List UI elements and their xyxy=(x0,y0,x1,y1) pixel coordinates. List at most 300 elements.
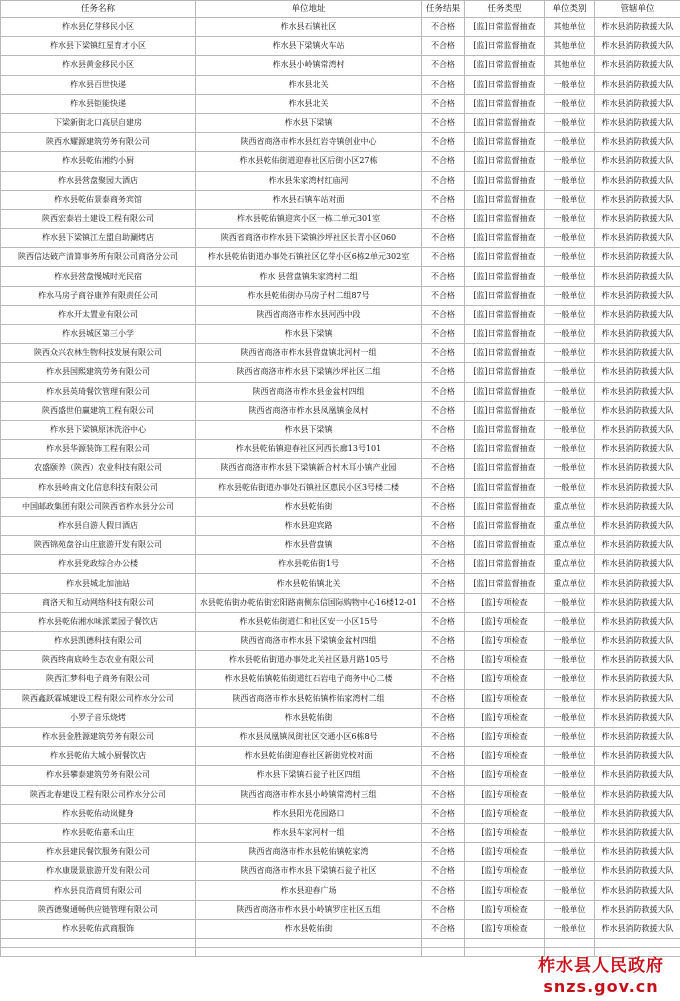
cell-address: 柞水县乾佑街道迎春社区后街小区27栋 xyxy=(196,152,422,171)
cell-task-type: [监]日常监督抽查 xyxy=(465,152,545,171)
cell-jurisdiction: 柞水县消防救援大队 xyxy=(595,536,680,555)
header-address: 单位地址 xyxy=(196,1,422,18)
cell-jurisdiction: 柞水县消防救援大队 xyxy=(595,727,680,746)
cell-jurisdiction: 柞水县消防救援大队 xyxy=(595,229,680,248)
cell-result: 不合格 xyxy=(422,305,465,324)
cell-jurisdiction: 柞水县消防救援大队 xyxy=(595,420,680,439)
cell-jurisdiction: 柞水县消防救援大队 xyxy=(595,919,680,938)
cell-task-name: 小罗子音乐烧烤 xyxy=(1,708,196,727)
cell-result: 不合格 xyxy=(422,612,465,631)
cell-result: 不合格 xyxy=(422,420,465,439)
cell-task-type: [监]日常监督抽查 xyxy=(465,401,545,420)
cell-result: 不合格 xyxy=(422,325,465,344)
table-row xyxy=(1,478,680,497)
cell-result: 不合格 xyxy=(422,516,465,535)
cell-address: 柞水县迎春广场 xyxy=(196,881,422,900)
cell-jurisdiction: 柞水县消防救援大队 xyxy=(595,651,680,670)
cell-unit-category: 其他单位 xyxy=(545,56,595,75)
cell-result: 不合格 xyxy=(422,113,465,132)
table-row xyxy=(1,919,680,938)
table-row xyxy=(1,804,680,823)
table-row xyxy=(1,133,680,152)
cell-jurisdiction: 柞水县消防救援大队 xyxy=(595,785,680,804)
cell-task-type: [监]专项检查 xyxy=(465,708,545,727)
cell-task-type: [监]日常监督抽查 xyxy=(465,516,545,535)
cell-task-name: 柞水县自游人假日酒店 xyxy=(1,516,196,535)
empty-cell xyxy=(1,939,196,948)
cell-task-type: [监]日常监督抽查 xyxy=(465,133,545,152)
cell-result: 不合格 xyxy=(422,344,465,363)
table-row xyxy=(1,94,680,113)
cell-task-type: [监]日常监督抽查 xyxy=(465,229,545,248)
cell-task-name: 陕西锦苑盘谷山庄旅游开发有限公司 xyxy=(1,536,196,555)
table-row xyxy=(1,766,680,785)
header-result: 任务结果 xyxy=(422,1,465,18)
table-row xyxy=(1,900,680,919)
table-row xyxy=(1,689,680,708)
cell-address: 陕西省商洛市柞水县河西中段 xyxy=(196,305,422,324)
cell-unit-category: 一般单位 xyxy=(545,804,595,823)
cell-task-name: 商洛天和互动网络科技有限公司 xyxy=(1,593,196,612)
cell-result: 不合格 xyxy=(422,37,465,56)
cell-result: 不合格 xyxy=(422,727,465,746)
table-row xyxy=(1,75,680,94)
cell-unit-category: 重点单位 xyxy=(545,516,595,535)
cell-unit-category: 一般单位 xyxy=(545,593,595,612)
cell-task-name: 柞水县下梁镇原沐洗浴中心 xyxy=(1,420,196,439)
cell-address: 陕西省商洛市柞水县乾佑镇乾家湾 xyxy=(196,843,422,862)
cell-result: 不合格 xyxy=(422,823,465,842)
cell-address: 柞水县北关 xyxy=(196,94,422,113)
cell-result: 不合格 xyxy=(422,478,465,497)
cell-address: 陕西省商洛市柞水县下梁镇沙坪社区长青小区060 xyxy=(196,229,422,248)
cell-unit-category: 一般单位 xyxy=(545,325,595,344)
empty-cell xyxy=(545,939,595,948)
cell-task-type: [监]日常监督抽查 xyxy=(465,363,545,382)
cell-address: 柞水县朱家湾村红庙河 xyxy=(196,171,422,190)
cell-jurisdiction: 柞水县消防救援大队 xyxy=(595,574,680,593)
cell-address: 陕西省商洛市柞水县乾佑镇柞佑家湾村二组 xyxy=(196,689,422,708)
cell-task-type: [监]日常监督抽查 xyxy=(465,305,545,324)
cell-result: 不合格 xyxy=(422,651,465,670)
cell-unit-category: 重点单位 xyxy=(545,555,595,574)
cell-jurisdiction: 柞水县消防救援大队 xyxy=(595,440,680,459)
cell-address: 柞水县乾佑街1号 xyxy=(196,555,422,574)
cell-task-type: [监]日常监督抽查 xyxy=(465,113,545,132)
cell-task-type: [监]日常监督抽查 xyxy=(465,382,545,401)
table-row xyxy=(1,651,680,670)
cell-address: 陕西省商洛市柞水县小岭镇常湾村三组 xyxy=(196,785,422,804)
cell-jurisdiction: 柞水县消防救援大队 xyxy=(595,382,680,401)
cell-result: 不合格 xyxy=(422,75,465,94)
cell-address: 陕西省商洛市柞水县下梁镇石瓮子社区 xyxy=(196,862,422,881)
table-row xyxy=(1,248,680,267)
cell-address: 柞水县北关 xyxy=(196,75,422,94)
cell-task-name: 柞水县英琦餐饮管理有限公司 xyxy=(1,382,196,401)
table-row xyxy=(1,727,680,746)
cell-jurisdiction: 柞水县消防救援大队 xyxy=(595,286,680,305)
cell-unit-category: 一般单位 xyxy=(545,708,595,727)
cell-unit-category: 一般单位 xyxy=(545,363,595,382)
cell-task-type: [监]日常监督抽查 xyxy=(465,18,545,37)
cell-task-name: 柞水县乾佑动岚健身 xyxy=(1,804,196,823)
cell-task-type: [监]专项检查 xyxy=(465,881,545,900)
cell-unit-category: 一般单位 xyxy=(545,382,595,401)
cell-task-name: 柞水县金胜源建筑劳务有限公司 xyxy=(1,727,196,746)
cell-jurisdiction: 柞水县消防救援大队 xyxy=(595,267,680,286)
cell-task-name: 柞水县下梁镇江左盟自助涮烤店 xyxy=(1,229,196,248)
table-row xyxy=(1,420,680,439)
table-body xyxy=(1,18,680,957)
cell-result: 不合格 xyxy=(422,133,465,152)
cell-result: 不合格 xyxy=(422,152,465,171)
cell-task-name: 柞水县建民餐饮服务有限公司 xyxy=(1,843,196,862)
cell-unit-category: 一般单位 xyxy=(545,190,595,209)
cell-address: 柞水县阳光花园路口 xyxy=(196,804,422,823)
header-task-type: 任务类型 xyxy=(465,1,545,18)
cell-result: 不合格 xyxy=(422,708,465,727)
table-row xyxy=(1,113,680,132)
cell-jurisdiction: 柞水县消防救援大队 xyxy=(595,670,680,689)
cell-result: 不合格 xyxy=(422,785,465,804)
cell-address: 柞水县下梁镇 xyxy=(196,113,422,132)
cell-address: 柞水县乾佑街道办事处北关社区悬月路105号 xyxy=(196,651,422,670)
cell-task-type: [监]日常监督抽查 xyxy=(465,171,545,190)
empty-cell xyxy=(465,939,545,948)
cell-unit-category: 一般单位 xyxy=(545,401,595,420)
cell-address: 柞水县下梁镇石瓮子社区四组 xyxy=(196,766,422,785)
cell-unit-category: 一般单位 xyxy=(545,843,595,862)
cell-jurisdiction: 柞水县消防救援大队 xyxy=(595,18,680,37)
cell-address: 柞水县乾佑镇乾佑街道红石岩电子商务中心二楼 xyxy=(196,670,422,689)
cell-result: 不合格 xyxy=(422,363,465,382)
cell-jurisdiction: 柞水县消防救援大队 xyxy=(595,593,680,612)
cell-unit-category: 一般单位 xyxy=(545,229,595,248)
table-row xyxy=(1,823,680,842)
cell-task-type: [监]日常监督抽查 xyxy=(465,37,545,56)
cell-task-type: [监]日常监督抽查 xyxy=(465,555,545,574)
cell-result: 不合格 xyxy=(422,382,465,401)
empty-cell xyxy=(422,939,465,948)
cell-address: 柞水县乾佑镇迎宾小区一栋二单元301室 xyxy=(196,209,422,228)
cell-task-name: 柞水开太置业有限公司 xyxy=(1,305,196,324)
cell-address: 柞水县营盘镇 xyxy=(196,536,422,555)
table-row xyxy=(1,229,680,248)
cell-address: 柞水县凤凰镇凤街社区交通小区6栋8号 xyxy=(196,727,422,746)
cell-unit-category: 一般单位 xyxy=(545,94,595,113)
table-row xyxy=(1,56,680,75)
cell-task-name: 柞水县钜能快递 xyxy=(1,94,196,113)
cell-task-type: [监]日常监督抽查 xyxy=(465,56,545,75)
cell-result: 不合格 xyxy=(422,536,465,555)
cell-address: 陕西省商洛市柞水县小岭镇罗庄社区五组 xyxy=(196,900,422,919)
header-task-name: 任务名称 xyxy=(1,1,196,18)
table-row xyxy=(1,18,680,37)
table-row xyxy=(1,536,680,555)
cell-jurisdiction: 柞水县消防救援大队 xyxy=(595,75,680,94)
cell-task-type: [监]专项检查 xyxy=(465,785,545,804)
table-row xyxy=(1,305,680,324)
cell-task-name: 柞水县乾佑湘约小厨 xyxy=(1,152,196,171)
cell-task-type: [监]日常监督抽查 xyxy=(465,267,545,286)
cell-unit-category: 一般单位 xyxy=(545,900,595,919)
cell-task-name: 柞水县城北加油站 xyxy=(1,574,196,593)
cell-address: 柞水县乾佑街 xyxy=(196,497,422,516)
table-row xyxy=(1,190,680,209)
cell-jurisdiction: 柞水县消防救援大队 xyxy=(595,478,680,497)
table-row xyxy=(1,286,680,305)
cell-task-name: 下梁新街北口高层自建房 xyxy=(1,113,196,132)
cell-address: 水县乾佑街办乾佑街宏阳路南侧东信国际购物中心16楼12-01 xyxy=(196,593,422,612)
cell-unit-category: 一般单位 xyxy=(545,152,595,171)
cell-jurisdiction: 柞水县消防救援大队 xyxy=(595,516,680,535)
cell-task-type: [监]日常监督抽查 xyxy=(465,248,545,267)
cell-task-type: [监]专项检查 xyxy=(465,651,545,670)
cell-unit-category: 一般单位 xyxy=(545,632,595,651)
cell-unit-category: 重点单位 xyxy=(545,574,595,593)
table-row xyxy=(1,267,680,286)
cell-jurisdiction: 柞水县消防救援大队 xyxy=(595,152,680,171)
watermark xyxy=(526,955,676,997)
cell-unit-category: 一般单位 xyxy=(545,286,595,305)
cell-address: 柞水县石镇社区 xyxy=(196,18,422,37)
cell-task-name: 陕西信达破产清算事务所有限公司商洛分公司 xyxy=(1,248,196,267)
cell-task-type: [监]日常监督抽查 xyxy=(465,497,545,516)
cell-task-type: [监]专项检查 xyxy=(465,766,545,785)
cell-task-type: [监]专项检查 xyxy=(465,823,545,842)
cell-task-name: 陕西德聚通畅供应链管理有限公司 xyxy=(1,900,196,919)
cell-jurisdiction: 柞水县消防救援大队 xyxy=(595,555,680,574)
cell-task-name: 柞水县华源装饰工程有限公司 xyxy=(1,440,196,459)
table-row xyxy=(1,862,680,881)
cell-task-type: [监]日常监督抽查 xyxy=(465,459,545,478)
cell-jurisdiction: 柞水县消防救援大队 xyxy=(595,171,680,190)
cell-task-type: [监]专项检查 xyxy=(465,689,545,708)
cell-task-type: [监]日常监督抽查 xyxy=(465,420,545,439)
cell-unit-category: 其他单位 xyxy=(545,18,595,37)
cell-result: 不合格 xyxy=(422,900,465,919)
cell-task-name: 柞水县乾佑武商服饰 xyxy=(1,919,196,938)
table-row xyxy=(1,555,680,574)
table-row xyxy=(1,593,680,612)
cell-task-name: 陕西宏泰岩土建设工程有限公司 xyxy=(1,209,196,228)
cell-task-type: [监]日常监督抽查 xyxy=(465,344,545,363)
table-row xyxy=(1,440,680,459)
table-row xyxy=(1,612,680,631)
cell-address: 柞水县车家河村一组 xyxy=(196,823,422,842)
cell-unit-category: 一般单位 xyxy=(545,420,595,439)
cell-jurisdiction: 柞水县消防救援大队 xyxy=(595,190,680,209)
cell-jurisdiction: 柞水县消防救援大队 xyxy=(595,804,680,823)
empty-cell xyxy=(1,948,196,957)
cell-address: 柞水县石镇车站对面 xyxy=(196,190,422,209)
table-row xyxy=(1,363,680,382)
empty-cell xyxy=(422,948,465,957)
table-row xyxy=(1,708,680,727)
cell-result: 不合格 xyxy=(422,229,465,248)
cell-task-name: 陕西终南底岭生态农业有限公司 xyxy=(1,651,196,670)
cell-unit-category: 一般单位 xyxy=(545,766,595,785)
cell-address: 柞水县乾佑街道办事处石镇社区惠民小区3号楼二楼 xyxy=(196,478,422,497)
cell-jurisdiction: 柞水县消防救援大队 xyxy=(595,708,680,727)
watermark-site-name: 柞水县人民政府 xyxy=(538,956,664,976)
cell-unit-category: 重点单位 xyxy=(545,536,595,555)
cell-result: 不合格 xyxy=(422,459,465,478)
cell-jurisdiction: 柞水县消防救援大队 xyxy=(595,363,680,382)
table-row xyxy=(1,37,680,56)
cell-result: 不合格 xyxy=(422,497,465,516)
table-row xyxy=(1,171,680,190)
cell-unit-category: 一般单位 xyxy=(545,689,595,708)
empty-cell xyxy=(196,948,422,957)
cell-result: 不合格 xyxy=(422,267,465,286)
cell-address: 陕西省商洛市柞水县下梁镇沙坪社区二组 xyxy=(196,363,422,382)
header-jurisdiction: 管辖单位 xyxy=(595,1,680,18)
table-row xyxy=(1,152,680,171)
table-row xyxy=(1,747,680,766)
cell-task-name: 陕西盛世伯赢建筑工程有限公司 xyxy=(1,401,196,420)
cell-task-type: [监]日常监督抽查 xyxy=(465,536,545,555)
cell-unit-category: 一般单位 xyxy=(545,919,595,938)
cell-jurisdiction: 柞水县消防救援大队 xyxy=(595,823,680,842)
table-row xyxy=(1,516,680,535)
cell-task-name: 柞水县乾佑大城小厨餐饮店 xyxy=(1,747,196,766)
cell-task-name: 柞水县党政综合办公楼 xyxy=(1,555,196,574)
cell-unit-category: 一般单位 xyxy=(545,75,595,94)
cell-task-type: [监]专项检查 xyxy=(465,804,545,823)
cell-result: 不合格 xyxy=(422,56,465,75)
cell-task-name: 柞水县岭南文化信息科技有限公司 xyxy=(1,478,196,497)
cell-task-name: 柞水县乾佑嘉禾山庄 xyxy=(1,823,196,842)
cell-unit-category: 一般单位 xyxy=(545,171,595,190)
cell-result: 不合格 xyxy=(422,94,465,113)
cell-address: 柞水县乾佑街办马房子村二组87号 xyxy=(196,286,422,305)
empty-row xyxy=(1,939,680,948)
cell-task-name: 柞水县乾佑湘水味派菜园子餐饮店 xyxy=(1,612,196,631)
cell-task-name: 柞水县凯德科技有限公司 xyxy=(1,632,196,651)
cell-task-type: [监]专项检查 xyxy=(465,670,545,689)
cell-result: 不合格 xyxy=(422,862,465,881)
cell-unit-category: 一般单位 xyxy=(545,133,595,152)
cell-task-type: [监]专项检查 xyxy=(465,632,545,651)
cell-result: 不合格 xyxy=(422,171,465,190)
cell-result: 不合格 xyxy=(422,209,465,228)
table-row xyxy=(1,843,680,862)
cell-unit-category: 一般单位 xyxy=(545,881,595,900)
cell-task-name: 柞水县百世快递 xyxy=(1,75,196,94)
cell-unit-category: 一般单位 xyxy=(545,440,595,459)
cell-task-name: 柞水县营盘聚园大酒店 xyxy=(1,171,196,190)
cell-jurisdiction: 柞水县消防救援大队 xyxy=(595,900,680,919)
cell-unit-category: 重点单位 xyxy=(545,497,595,516)
cell-address: 柞水县迎宾路 xyxy=(196,516,422,535)
cell-address: 陕西省商洛市柞水县下梁镇金盆村四组 xyxy=(196,632,422,651)
cell-task-name: 柞水县攀泰建筑劳务有限公司 xyxy=(1,766,196,785)
cell-unit-category: 一般单位 xyxy=(545,785,595,804)
cell-task-type: [监]专项检查 xyxy=(465,919,545,938)
cell-unit-category: 一般单位 xyxy=(545,823,595,842)
cell-address: 柞水县乾佑街道仁和社区安一小区15号 xyxy=(196,612,422,631)
cell-task-type: [监]日常监督抽查 xyxy=(465,286,545,305)
cell-unit-category: 其他单位 xyxy=(545,37,595,56)
cell-result: 不合格 xyxy=(422,190,465,209)
cell-jurisdiction: 柞水县消防救援大队 xyxy=(595,843,680,862)
cell-unit-category: 一般单位 xyxy=(545,612,595,631)
cell-jurisdiction: 柞水县消防救援大队 xyxy=(595,209,680,228)
cell-result: 不合格 xyxy=(422,286,465,305)
cell-task-name: 陕西北春建设工程有限公司柞水分公司 xyxy=(1,785,196,804)
cell-task-name: 柞水康晟景旅游开发有限公司 xyxy=(1,862,196,881)
cell-task-type: [监]日常监督抽查 xyxy=(465,478,545,497)
table-row xyxy=(1,881,680,900)
cell-unit-category: 一般单位 xyxy=(545,305,595,324)
cell-jurisdiction: 柞水县消防救援大队 xyxy=(595,632,680,651)
table-row xyxy=(1,459,680,478)
cell-task-type: [监]日常监督抽查 xyxy=(465,75,545,94)
cell-task-type: [监]日常监督抽查 xyxy=(465,190,545,209)
cell-jurisdiction: 柞水县消防救援大队 xyxy=(595,766,680,785)
cell-unit-category: 一般单位 xyxy=(545,670,595,689)
cell-result: 不合格 xyxy=(422,401,465,420)
cell-result: 不合格 xyxy=(422,18,465,37)
cell-result: 不合格 xyxy=(422,440,465,459)
cell-task-name: 中国邮政集团有限公司陕西省柞水县分公司 xyxy=(1,497,196,516)
cell-task-type: [监]日常监督抽查 xyxy=(465,209,545,228)
cell-jurisdiction: 柞水县消防救援大队 xyxy=(595,497,680,516)
cell-task-type: [监]日常监督抽查 xyxy=(465,440,545,459)
cell-jurisdiction: 柞水县消防救援大队 xyxy=(595,133,680,152)
cell-result: 不合格 xyxy=(422,843,465,862)
cell-jurisdiction: 柞水县消防救援大队 xyxy=(595,689,680,708)
cell-address: 柞水县下梁镇 xyxy=(196,420,422,439)
cell-result: 不合格 xyxy=(422,574,465,593)
cell-address: 陕西省商洛市柞水县红岩寺镇创业中心 xyxy=(196,133,422,152)
cell-result: 不合格 xyxy=(422,881,465,900)
cell-task-type: [监]日常监督抽查 xyxy=(465,325,545,344)
cell-address: 陕西省商洛市柞水县下梁镇新合村木耳小镇产业园 xyxy=(196,459,422,478)
cell-result: 不合格 xyxy=(422,804,465,823)
cell-jurisdiction: 柞水县消防救援大队 xyxy=(595,56,680,75)
table-row xyxy=(1,401,680,420)
cell-task-name: 陕西鑫跃霖城建设工程有限公司柞水分公司 xyxy=(1,689,196,708)
table-row xyxy=(1,344,680,363)
cell-task-type: [监]专项检查 xyxy=(465,843,545,862)
cell-task-type: [监]专项检查 xyxy=(465,593,545,612)
table-row xyxy=(1,325,680,344)
cell-result: 不合格 xyxy=(422,689,465,708)
cell-result: 不合格 xyxy=(422,670,465,689)
cell-task-type: [监]专项检查 xyxy=(465,862,545,881)
cell-task-type: [监]专项检查 xyxy=(465,747,545,766)
cell-jurisdiction: 柞水县消防救援大队 xyxy=(595,248,680,267)
cell-task-name: 陕西水耀源建筑劳务有限公司 xyxy=(1,133,196,152)
cell-jurisdiction: 柞水县消防救援大队 xyxy=(595,94,680,113)
empty-cell xyxy=(196,939,422,948)
cell-result: 不合格 xyxy=(422,632,465,651)
table-row xyxy=(1,632,680,651)
cell-task-name: 柞水县乾佑景泰商务宾馆 xyxy=(1,190,196,209)
cell-unit-category: 一般单位 xyxy=(545,209,595,228)
cell-result: 不合格 xyxy=(422,593,465,612)
cell-result: 不合格 xyxy=(422,555,465,574)
cell-address: 陕西省商洛市柞水县金盆村四组 xyxy=(196,382,422,401)
header-row xyxy=(1,1,680,18)
cell-jurisdiction: 柞水县消防救援大队 xyxy=(595,459,680,478)
cell-jurisdiction: 柞水县消防救援大队 xyxy=(595,747,680,766)
cell-jurisdiction: 柞水县消防救援大队 xyxy=(595,305,680,324)
cell-address: 柞水县下梁镇火车站 xyxy=(196,37,422,56)
table-row xyxy=(1,382,680,401)
